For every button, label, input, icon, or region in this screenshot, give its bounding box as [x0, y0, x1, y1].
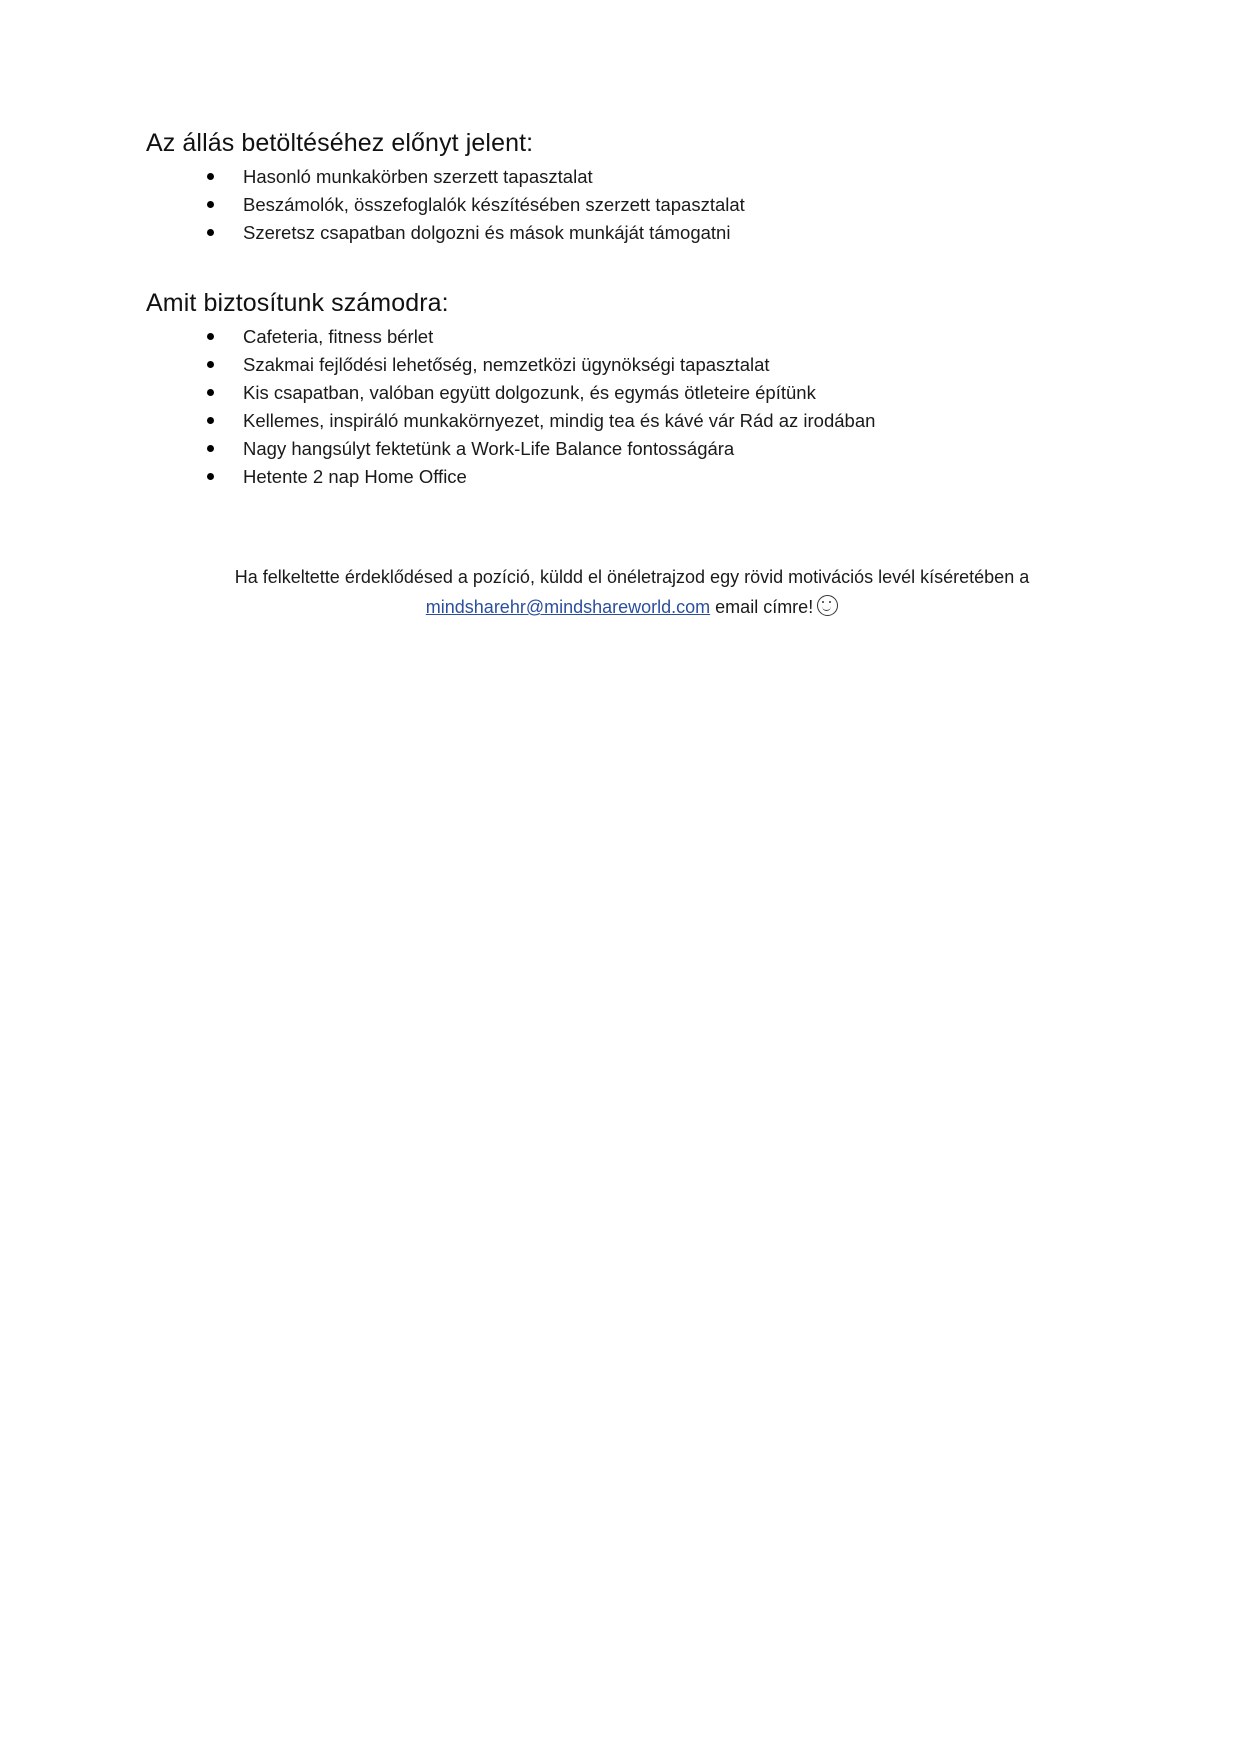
- smiley-face-icon: [817, 595, 838, 616]
- list-item: [146, 464, 1096, 490]
- list-item: [146, 352, 1096, 378]
- bullet-dot-icon: [207, 201, 214, 208]
- section-heading-advantages: Az állás betöltéséhez előnyt jelent:: [146, 129, 534, 157]
- bullet-dot-icon: [207, 417, 214, 424]
- list-item-label: Szeretsz csapatban dolgozni és mások munkáját támogatni: [243, 222, 731, 243]
- bullet-dot-icon: [207, 229, 214, 236]
- bullet-dot-icon: [207, 333, 214, 340]
- list-item-label: Szakmai fejlődési lehetőség, nemzetközi ügynökségi tapasztalat: [243, 353, 770, 375]
- closing-line-1: Ha felkeltette érdeklődésed a pozíció, küldd el önéletrajzod egy rövid motivációs levél kíséretében a: [234, 567, 1030, 587]
- closing-line-2: [182, 593, 1082, 621]
- list-item-label: Beszámolók, összefoglalók készítésében szerzett tapasztalat: [243, 194, 745, 215]
- section-benefits: [146, 288, 1096, 490]
- closing-suffix: email címre!: [710, 597, 814, 617]
- list-item: [146, 220, 1096, 246]
- closing-paragraph: [182, 563, 1082, 621]
- bullet-dot-icon: [207, 473, 214, 480]
- bullet-list-benefits: [146, 324, 1096, 490]
- list-item: [146, 324, 1096, 350]
- list-item-label: Hetente 2 nap Home Office: [243, 465, 467, 487]
- list-item-label: Kellemes, inspiráló munkakörnyezet, mindig tea és kávé vár Rád az irodában: [243, 409, 876, 431]
- bullet-dot-icon: [207, 445, 214, 452]
- list-item: [146, 436, 1096, 462]
- list-item: [146, 408, 1096, 434]
- list-item: [146, 164, 1096, 190]
- list-item-label: Nagy hangsúlyt fektetünk a Work-Life Balance fontosságára: [243, 437, 735, 459]
- list-item-label: Cafeteria, fitness bérlet: [243, 325, 434, 347]
- bullet-dot-icon: [207, 173, 214, 180]
- list-item: [146, 192, 1096, 218]
- section-advantages: [146, 128, 1096, 246]
- list-item-label: Hasonló munkakörben szerzett tapasztalat: [243, 166, 593, 187]
- section-heading-benefits: Amit biztosítunk számodra:: [146, 288, 449, 317]
- bullet-list-advantages: [146, 164, 1096, 246]
- bullet-dot-icon: [207, 361, 214, 368]
- email-link[interactable]: mindsharehr@mindshareworld.com: [425, 597, 711, 617]
- document-content: [146, 128, 1096, 621]
- bullet-dot-icon: [207, 389, 214, 396]
- list-item-label: Kis csapatban, valóban együtt dolgozunk, és egymás ötleteire építünk: [243, 381, 816, 403]
- list-item: [146, 380, 1096, 406]
